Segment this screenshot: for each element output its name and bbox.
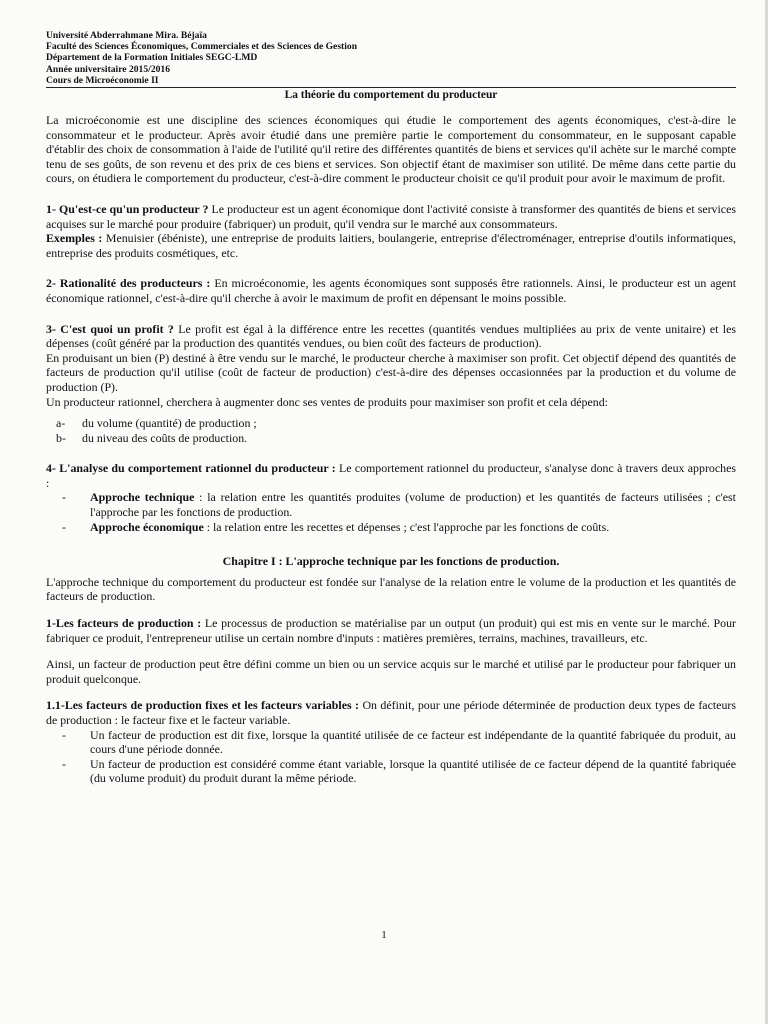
list-item-text: du niveau des coûts de production. <box>82 430 248 445</box>
section-2-text: En microéconomie, les agents économiques sont supposés être rationnels. Ainsi, le producteur est un agent économique rationnel, c'est-à-dire qu'il cherche à avoir le maximum de profit en dépensant le moins possible. <box>46 276 736 305</box>
examples-text: Menuisier (ébéniste), une entreprise de produits laitiers, boulangerie, entreprise d'électroménager, entreprise d'outils informatiques, entreprise des produits cosmétiques, etc. <box>46 231 736 260</box>
department-name: Département de la Formation Initiales SEGC-LMD <box>46 52 258 64</box>
list-item <box>62 728 736 757</box>
section-4-paragraph <box>46 461 736 490</box>
list-item-text: : la relation entre les quantités produites (volume de production) et les quantités de facteurs utilisées ; c'est l'approche par les fonctions de production. <box>90 490 736 520</box>
list-marker: b- <box>56 430 66 445</box>
section-1-text: Le producteur est un agent économique dont l'activité consiste à transformer des quantités de biens et services acquises sur le marché pour produire (fabriquer) un produit, qu'il vendra sur le marché aux consommateurs. <box>46 201 736 231</box>
header-rule <box>46 87 736 88</box>
section-5-text: Le processus de production se matérialise par un output (un produit) qui est mis en vente sur le marché. Pour fabriquer ce produit, l'entrepreneur utilise un certain nombre d'inputs : matières premières, terrains, machines, travailleurs, etc. <box>46 616 736 645</box>
approach-economique-label: Approche économique <box>90 519 204 534</box>
section-3-paragraph-3: Un producteur rationnel, cherchera à augmenter donc ses ventes de produits pour maximiser son profit et cela dépend: <box>46 394 608 409</box>
section-3-paragraph-2: En produisant un bien (P) destiné à être vendu sur le marché, le producteur cherche à maximiser son profit. Cet objectif dépend des quantités de facteurs de production qu'il utilise (coût de facteur de production) c'est-à-dire des dépenses occasionnées par la production et du volume de production (P). <box>46 350 736 394</box>
section-1-paragraph <box>46 202 736 231</box>
list-marker: - <box>62 490 66 505</box>
university-name: Université Abderrahmane Mira. Béjaïa <box>46 30 207 41</box>
list-item-text: du volume (quantité) de production ; <box>82 416 257 431</box>
section-2-heading: 2- Rationalité des producteurs : <box>46 276 211 291</box>
faculty-name: Faculté des Sciences Économiques, Commerciales et des Sciences de Gestion <box>46 41 358 53</box>
section-3-text: Le profit est égal à la différence entre les recettes (quantités vendues multipliées au prix de vente unitaire) et les dépenses (coût généré par la production des quantités vendues, ou bien coût des facteurs de production). <box>46 321 737 351</box>
approach-technique-label: Approche technique <box>90 490 195 505</box>
section-1-heading: 1- Qu'est-ce qu'un producteur ? <box>46 201 209 216</box>
academic-year: Année universitaire 2015/2016 <box>46 63 171 75</box>
section-6-paragraph <box>46 698 736 727</box>
section-6-text: On définit, pour une période déterminée de production deux types de facteurs de production : le facteur fixe et le facteur variable. <box>46 698 736 728</box>
profit-factors-list <box>46 416 736 445</box>
list-marker: - <box>62 756 66 771</box>
examples-label: Exemples : <box>46 231 103 246</box>
course-name: Cours de Microéconomie II <box>46 74 159 86</box>
section-5-paragraph <box>46 616 736 645</box>
chapter-intro-paragraph: L'approche technique du comportement du producteur est fondée sur l'analyse de la relation entre le volume de la production et les quantités de facteurs de production. <box>46 574 736 604</box>
chapter-title: Chapitre I : L'approche technique par les fonctions de production. <box>222 554 560 569</box>
page-number: 1 <box>381 929 387 941</box>
section-2-paragraph <box>46 276 736 305</box>
list-item <box>62 490 736 519</box>
section-5-paragraph-2: Ainsi, un facteur de production peut être défini comme un bien ou un service acquis sur le marché et utilisé par le producteur pour fabriquer un produit quelconque. <box>46 657 736 686</box>
list-item <box>56 431 736 446</box>
section-6-heading: 1.1-Les facteurs de production fixes et les facteurs variables : <box>46 698 360 713</box>
section-4-text: Le comportement rationnel du producteur, s'analyse donc à travers deux approches : <box>46 461 736 490</box>
list-marker: - <box>62 727 66 742</box>
section-5-heading: 1-Les facteurs de production : <box>46 616 202 631</box>
list-item-text: Un facteur de production est dit fixe, lorsque la quantité utilisée de ce facteur est indépendante de la quantité fabriquée du produit, au cours d'une période donnée. <box>90 727 736 757</box>
list-item-text: : la relation entre les recettes et dépenses ; c'est l'approche par les fonctions de coûts. <box>203 519 610 534</box>
section-3-paragraph <box>46 322 736 351</box>
list-marker: - <box>62 519 66 534</box>
document-header <box>46 30 736 86</box>
list-item <box>62 520 736 535</box>
section-4-heading: 4- L'analyse du comportement rationnel du producteur : <box>46 461 336 476</box>
list-item <box>62 757 736 786</box>
list-marker: a- <box>56 416 66 431</box>
examples-paragraph <box>46 231 736 260</box>
section-3-heading: 3- C'est quoi un profit ? <box>46 321 174 336</box>
document-page <box>46 30 736 786</box>
intro-paragraph: La microéconomie est une discipline des sciences économiques qui étudie le comportement des agents économiques, c'est-à-dire le consommateur et le producteur. Après avoir étudié dans une première partie le comportement du consommateur, en le supposant capable d'établir des choix de consommation à l'aide de l'utilité qu'il retire des différentes quantités de biens et services qu'il achète sur le marché compte tenu de ses goûts, de son revenu et des prix de ces biens et services. Son objectif étant de maximiser son utilité. De même dans cette partie du cours, on étudiera le comportement du producteur, c'est-à-dire comment le producteur choisit ce qu'il produit pour avoir le maximum de profit. <box>46 113 736 186</box>
factor-types-list <box>46 728 736 786</box>
document-title: La théorie du comportement du producteur <box>284 89 498 102</box>
approaches-list <box>46 490 736 534</box>
list-item-text: Un facteur de production est considéré comme étant variable, lorsque la quantité utilisée de ce facteur dépend de la quantité fabriquée (du volume produit) du produit durant la même période. <box>90 756 736 786</box>
list-item <box>56 416 736 431</box>
